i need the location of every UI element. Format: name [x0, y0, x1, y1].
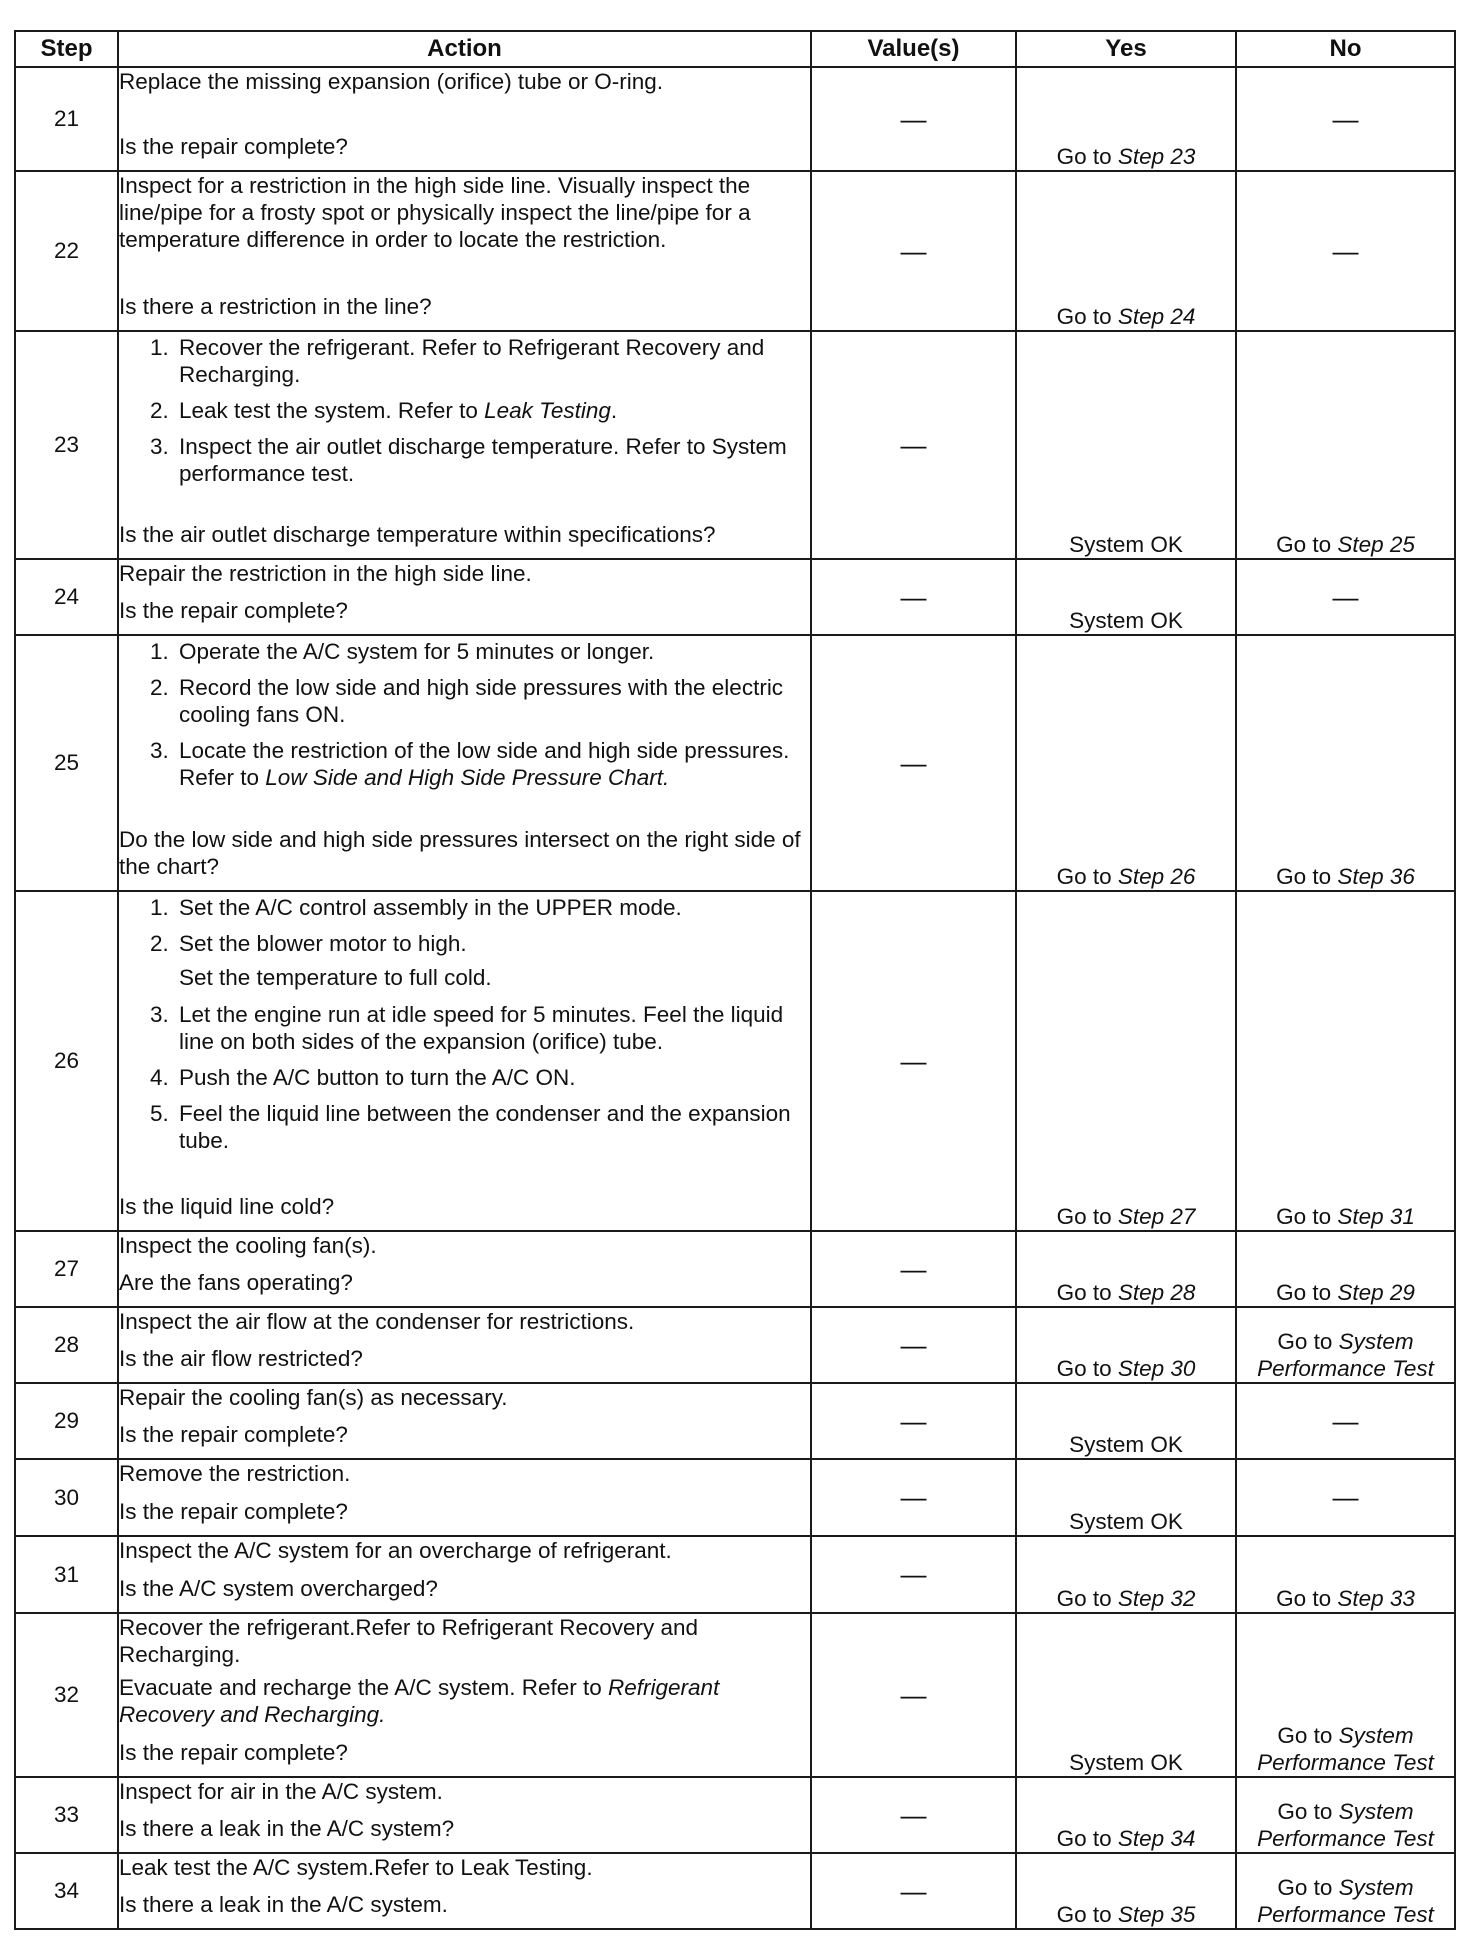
action-step-item: [175, 1100, 810, 1154]
table-row: [15, 331, 1455, 559]
yes-em: Step 26: [1117, 864, 1196, 889]
action-cell: [118, 331, 811, 559]
value-cell: —: [811, 1777, 1016, 1853]
yes-pre: System OK: [1069, 1750, 1183, 1775]
yes-pre: Go to: [1056, 864, 1118, 889]
action-instructions: [119, 1308, 810, 1335]
table-row: [15, 67, 1455, 171]
action-text: Inspect the A/C system for an overcharge of refrigerant.: [119, 1538, 672, 1563]
value-cell: —: [811, 67, 1016, 171]
action-text: Leak test the A/C system.Refer to Leak Testing.: [119, 1855, 593, 1880]
action-text: Inspect the cooling fan(s).: [119, 1233, 377, 1258]
action-question: Is there a leak in the A/C system?: [119, 1816, 455, 1841]
value-cell: —: [811, 1853, 1016, 1929]
no-result: [1236, 1307, 1455, 1383]
header-yes: Yes: [1016, 31, 1236, 67]
action-content: [119, 1854, 810, 1918]
action-instructions: [119, 1537, 810, 1564]
no-pre: —: [1332, 581, 1359, 612]
step-number: 21: [15, 67, 118, 171]
value-cell: —: [811, 559, 1016, 635]
yes-result: [1016, 331, 1236, 559]
no-pre: Go to: [1276, 532, 1338, 557]
yes-pre: System OK: [1069, 532, 1183, 557]
action-step-text: Recover the refrigerant. Refer to Refrigerant Recovery and Recharging.: [179, 335, 765, 387]
header-no: No: [1236, 31, 1455, 67]
action-content: [119, 636, 810, 880]
step-number: 34: [15, 1853, 118, 1929]
table-row: [15, 1777, 1455, 1853]
action-step-subtext-holder: [119, 964, 810, 991]
no-em: Step 36: [1337, 864, 1415, 889]
no-pre: —: [1332, 235, 1359, 266]
action-content: [119, 68, 810, 160]
yes-result: [1016, 1536, 1236, 1613]
yes-pre: System OK: [1069, 608, 1183, 633]
action-content: [119, 1384, 810, 1448]
yes-em: Step 23: [1117, 144, 1196, 169]
action-instructions: [119, 1614, 810, 1734]
action-question: Is the air flow restricted?: [119, 1346, 363, 1371]
action-question: Is the repair complete?: [119, 1499, 348, 1524]
no-result: [1236, 67, 1455, 171]
action-step-text: Set the A/C control assembly in the UPPER mode.: [179, 895, 682, 920]
yes-pre: Go to: [1056, 144, 1118, 169]
action-cell: [118, 1613, 811, 1777]
value-cell: —: [811, 1459, 1016, 1536]
action-step-item: [175, 433, 810, 487]
no-pre: Go to: [1277, 1799, 1339, 1824]
action-instructions: [119, 560, 810, 587]
table-row: [15, 1853, 1455, 1929]
action-text: Repair the restriction in the high side line.: [119, 561, 532, 586]
action-cell: [118, 559, 811, 635]
step-number: 26: [15, 891, 118, 1231]
table-row: [15, 1383, 1455, 1459]
no-pre: Go to: [1276, 1586, 1338, 1611]
action-steps-list: [119, 334, 810, 487]
table-row: [15, 1231, 1455, 1307]
action-content: [119, 1778, 810, 1842]
no-result: [1236, 1536, 1455, 1613]
action-text: Inspect for a restriction in the high side line. Visually inspect the line/pipe for a frosty spot or physically inspect the line/pipe for a temperature difference in order to locate the restriction.: [119, 173, 751, 252]
no-em: System Performance Test: [1257, 1875, 1434, 1927]
no-result: [1236, 1459, 1455, 1536]
action-cell: [118, 1231, 811, 1307]
table-row: [15, 1613, 1455, 1777]
action-text: Inspect the air flow at the condenser for restrictions.: [119, 1309, 635, 1334]
action-step-text: Record the low side and high side pressures with the electric cooling fans ON.: [179, 675, 784, 727]
action-question: Are the fans operating?: [119, 1270, 353, 1295]
value-cell: —: [811, 1536, 1016, 1613]
step-number: 23: [15, 331, 118, 559]
action-cell: [118, 171, 811, 331]
action-content: [119, 1460, 810, 1525]
action-step-item: [175, 1064, 810, 1091]
no-em: Step 25: [1337, 532, 1415, 557]
action-content: [119, 1308, 810, 1372]
step-number: 30: [15, 1459, 118, 1536]
table-row: [15, 891, 1455, 1231]
action-cell: [118, 1459, 811, 1536]
action-question: Do the low side and high side pressures intersect on the right side of the chart?: [119, 827, 801, 879]
yes-pre: Go to: [1056, 1586, 1118, 1611]
action-step-text: Operate the A/C system for 5 minutes or longer.: [179, 639, 655, 664]
yes-pre: System OK: [1069, 1432, 1183, 1457]
yes-result: [1016, 1307, 1236, 1383]
step-number: 24: [15, 559, 118, 635]
action-text-em: Refrigerant Recovery and Recharging.: [119, 1675, 720, 1727]
action-content: [119, 1232, 810, 1296]
action-content: [119, 892, 810, 1220]
value-cell: —: [811, 635, 1016, 891]
action-step-text: Locate the restriction of the low side and high side pressures. Refer to: [179, 738, 790, 790]
action-question: Is the repair complete?: [119, 1740, 348, 1765]
yes-pre: Go to: [1056, 1204, 1118, 1229]
step-number: 27: [15, 1231, 118, 1307]
action-step-text: Feel the liquid line between the condenser and the expansion tube.: [179, 1101, 791, 1153]
action-content: [119, 1537, 810, 1602]
value-cell: —: [811, 171, 1016, 331]
action-content: [119, 1614, 810, 1766]
no-result: [1236, 1777, 1455, 1853]
action-instructions: [119, 1232, 810, 1259]
action-text: Recover the refrigerant.Refer to Refrigerant Recovery and Recharging.: [119, 1615, 699, 1667]
action-instructions: [119, 1778, 810, 1805]
no-em: Step 33: [1337, 1586, 1415, 1611]
step-number: 33: [15, 1777, 118, 1853]
action-step-text: Set the blower motor to high.: [179, 931, 467, 956]
action-instructions: [119, 332, 810, 496]
action-step-post: .: [610, 398, 618, 423]
yes-em: Step 24: [1117, 304, 1196, 329]
value-cell: —: [811, 331, 1016, 559]
value-cell: —: [811, 891, 1016, 1231]
no-pre: —: [1332, 1482, 1359, 1512]
value-cell: —: [811, 1307, 1016, 1383]
yes-em: Step 30: [1117, 1356, 1196, 1381]
yes-pre: System OK: [1069, 1509, 1183, 1534]
action-text: Evacuate and recharge the A/C system. Refer to Refrigerant Recovery and Recharging.: [119, 1675, 720, 1727]
action-instructions: [119, 68, 810, 95]
action-step-text: Push the A/C button to turn the A/C ON.: [179, 1065, 576, 1090]
table-body: [15, 67, 1455, 1929]
yes-result: [1016, 1777, 1236, 1853]
action-step-text: Leak test the system. Refer to: [179, 398, 485, 423]
action-steps-list: [119, 894, 810, 1154]
no-result: [1236, 1231, 1455, 1307]
no-result: [1236, 559, 1455, 635]
yes-em: Step 28: [1117, 1280, 1196, 1305]
action-question: Is the repair complete?: [119, 598, 348, 623]
diagnostic-table: [14, 30, 1456, 1930]
action-step-item: [175, 334, 810, 388]
no-result: [1236, 1383, 1455, 1459]
no-pre: Go to: [1277, 1723, 1339, 1748]
action-instructions: [119, 636, 810, 800]
action-cell: [118, 1536, 811, 1613]
action-cell: [118, 1383, 811, 1459]
no-em: System Performance Test: [1257, 1329, 1434, 1381]
header-action: Action: [118, 31, 811, 67]
header-values: Value(s): [811, 31, 1016, 67]
yes-em: Step 27: [1117, 1204, 1196, 1229]
action-step-em: Low Side and High Side Pressure Chart.: [265, 765, 670, 790]
yes-pre: Go to: [1056, 1902, 1118, 1927]
no-pre: Go to: [1276, 1204, 1338, 1229]
action-step-item: [175, 638, 810, 665]
no-result: [1236, 1613, 1455, 1777]
yes-pre: Go to: [1056, 1826, 1118, 1851]
yes-result: [1016, 891, 1236, 1231]
action-instructions: [119, 1854, 810, 1881]
action-text: Replace the missing expansion (orifice) tube or O-ring.: [119, 69, 663, 94]
no-pre: Go to: [1276, 1280, 1338, 1305]
action-step-item: [175, 894, 810, 921]
no-em: Step 29: [1337, 1280, 1415, 1305]
table-header: [15, 31, 1455, 67]
action-step-item: [175, 1001, 810, 1055]
action-text: Remove the restriction.: [119, 1461, 351, 1486]
action-question: Is the liquid line cold?: [119, 1194, 335, 1219]
action-text: Inspect for air in the A/C system.: [119, 1779, 443, 1804]
yes-result: [1016, 171, 1236, 331]
value-cell: —: [811, 1231, 1016, 1307]
table-row: [15, 1459, 1455, 1536]
no-pre: Go to: [1277, 1875, 1339, 1900]
no-result: [1236, 891, 1455, 1231]
step-number: 25: [15, 635, 118, 891]
yes-em: Step 35: [1117, 1902, 1196, 1927]
yes-result: [1016, 67, 1236, 171]
no-pre: —: [1332, 103, 1359, 134]
yes-result: [1016, 1853, 1236, 1929]
action-question: Is there a leak in the A/C system.: [119, 1892, 448, 1917]
action-cell: [118, 635, 811, 891]
table-row: [15, 635, 1455, 891]
action-question: Is the A/C system overcharged?: [119, 1576, 438, 1601]
action-steps-list: [119, 638, 810, 791]
yes-pre: Go to: [1056, 1280, 1118, 1305]
action-question: Is the repair complete?: [119, 134, 348, 159]
action-question: Is there a restriction in the line?: [119, 294, 432, 319]
yes-result: [1016, 1231, 1236, 1307]
action-step-text: Let the engine run at idle speed for 5 minutes. Feel the liquid line on both sides of the expansion (orifice) tube.: [179, 1002, 784, 1054]
step-number: 32: [15, 1613, 118, 1777]
action-cell: [118, 67, 811, 171]
action-cell: [118, 1853, 811, 1929]
yes-result: [1016, 559, 1236, 635]
no-em: Step 31: [1337, 1204, 1415, 1229]
no-pre: Go to: [1276, 864, 1338, 889]
header-step: Step: [15, 31, 118, 67]
no-result: [1236, 1853, 1455, 1929]
action-step-item: [175, 930, 810, 957]
yes-result: [1016, 1383, 1236, 1459]
action-content: [119, 560, 810, 624]
action-step-item: [175, 674, 810, 728]
action-step-item: [175, 397, 810, 424]
value-cell: —: [811, 1383, 1016, 1459]
yes-em: Step 34: [1117, 1826, 1196, 1851]
table-row: [15, 1307, 1455, 1383]
table-row: [15, 171, 1455, 331]
action-cell: [118, 1777, 811, 1853]
no-result: [1236, 171, 1455, 331]
no-result: [1236, 635, 1455, 891]
action-content: [119, 332, 810, 548]
yes-result: [1016, 1459, 1236, 1536]
no-em: System Performance Test: [1257, 1723, 1434, 1775]
no-pre: —: [1332, 1405, 1359, 1436]
action-instructions: [119, 1384, 810, 1411]
table-row: [15, 559, 1455, 635]
action-question: Is the repair complete?: [119, 1422, 348, 1447]
step-number: 22: [15, 171, 118, 331]
action-text: Repair the cooling fan(s) as necessary.: [119, 1385, 508, 1410]
table-row: [15, 1536, 1455, 1613]
yes-pre: Go to: [1056, 304, 1118, 329]
action-cell: [118, 1307, 811, 1383]
step-number: 29: [15, 1383, 118, 1459]
action-instructions: [119, 172, 810, 253]
action-step-subtext: Set the temperature to full cold.: [179, 965, 492, 990]
no-pre: Go to: [1277, 1329, 1339, 1354]
yes-result: [1016, 635, 1236, 891]
action-instructions: [119, 892, 810, 1163]
action-instructions: [119, 1460, 810, 1487]
no-result: [1236, 331, 1455, 559]
step-number: 28: [15, 1307, 118, 1383]
action-step-em: Leak Testing: [484, 398, 611, 423]
value-cell: —: [811, 1613, 1016, 1777]
no-em: System Performance Test: [1257, 1799, 1434, 1851]
yes-result: [1016, 1613, 1236, 1777]
yes-pre: Go to: [1056, 1356, 1118, 1381]
action-question: Is the air outlet discharge temperature within specifications?: [119, 522, 716, 547]
action-content: [119, 172, 810, 320]
action-step-item: [175, 737, 810, 791]
action-cell: [118, 891, 811, 1231]
step-number: 31: [15, 1536, 118, 1613]
action-step-text: Inspect the air outlet discharge temperature. Refer to System performance test.: [179, 434, 787, 486]
yes-em: Step 32: [1117, 1586, 1196, 1611]
